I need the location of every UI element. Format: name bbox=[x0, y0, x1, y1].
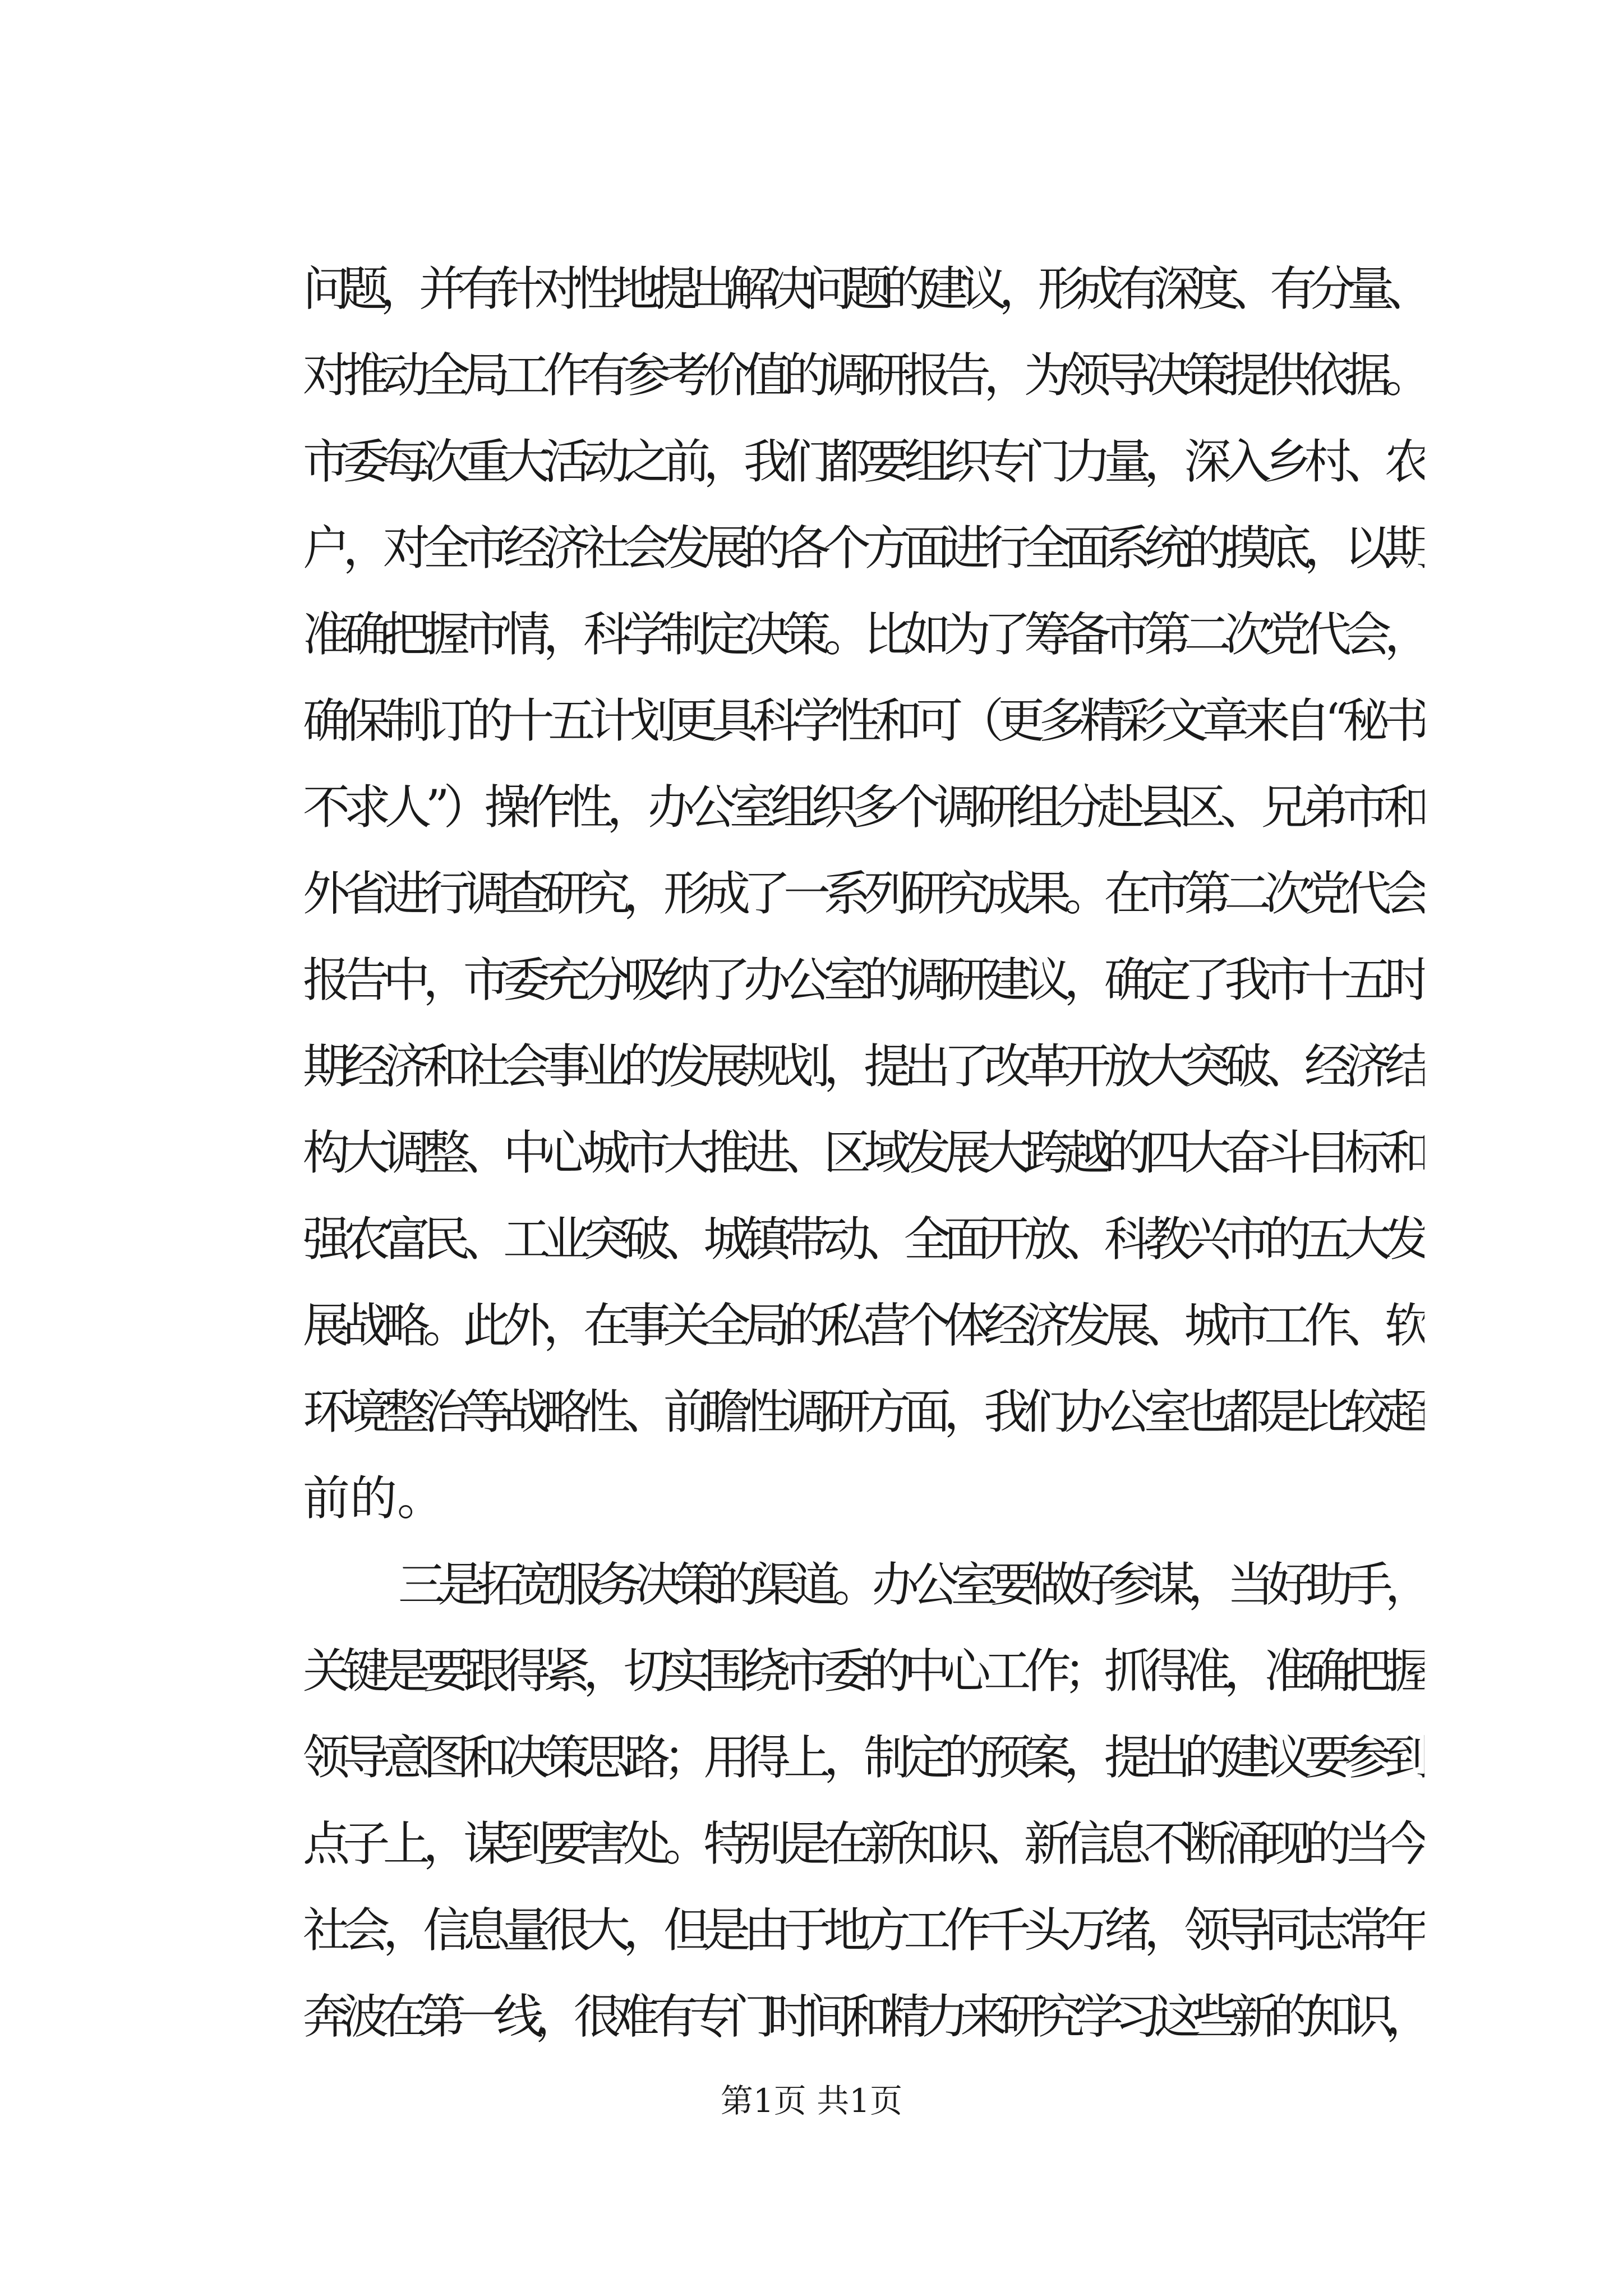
text-line: 点子上，谋到要害处。特别是在新知识、新信息不断涌现的当今 bbox=[303, 1816, 1424, 1871]
text-line: 期经济和社会事业的发展规划，提出了改革开放大突破、经济结 bbox=[303, 1039, 1424, 1094]
text-line: 确保制订的十五计划更具科学性和可（更多精彩文章来自“秘书 bbox=[303, 693, 1424, 748]
text-line: 强农富民、工业突破、城镇带动、全面开放、科教兴市的五大发 bbox=[303, 1212, 1424, 1267]
text-line: 准确把握市情，科学制定决策。比如为了筹备市第二次党代会， bbox=[303, 607, 1424, 662]
paragraph-first-line: 三是拓宽服务决策的渠道。办公室要做好参谋，当好助手， bbox=[398, 1557, 1424, 1612]
text-line: 外省进行调查研究，形成了一系列研究成果。在市第二次党代会 bbox=[303, 866, 1424, 921]
text-line: 市委每次重大活动之前，我们都要组织专门力量，深入乡村、农 bbox=[303, 434, 1424, 489]
text-line: 环境整治等战略性、前瞻性调研方面，我们办公室也都是比较超 bbox=[303, 1384, 1424, 1439]
text-line: 问题，并有针对性地提出解决问题的建议，形成有深度、有分量、 bbox=[303, 261, 1424, 316]
text-line: 户，对全市经济社会发展的各个方面进行全面系统的摸底，以期 bbox=[303, 521, 1424, 576]
text-line: 奔波在第一线，很难有专门时间和精力来研究学习这些新的知识， bbox=[303, 1989, 1424, 2044]
text-line: 对推动全局工作有参考价值的调研报告，为领导决策提供依据。 bbox=[303, 348, 1424, 403]
text-line: 构大调整、中心城市大推进、区域发展大跨越的四大奋斗目标和 bbox=[303, 1125, 1424, 1180]
text-line: 报告中，市委充分吸纳了办公室的调研建议，确定了我市十五时 bbox=[303, 953, 1424, 1007]
text-line: 展战略。此外，在事关全局的私营个体经济发展、城市工作、软 bbox=[303, 1298, 1424, 1353]
text-line: 社会，信息量很大，但是由于地方工作千头万绪，领导同志常年 bbox=[303, 1903, 1424, 1958]
text-line: 领导意图和决策思路；用得上，制定的预案，提出的建议要参到 bbox=[303, 1730, 1424, 1785]
page-footer: 第1页 共1页 bbox=[720, 2082, 903, 2120]
text-line: 关键是要跟得紧，切实围绕市委的中心工作；抓得准，准确把握 bbox=[303, 1644, 1424, 1699]
text-line: 前的。 bbox=[303, 1471, 445, 1526]
text-line: 不求人”）操作性，办公室组织多个调研组分赴县区、兄弟市和 bbox=[303, 780, 1424, 835]
